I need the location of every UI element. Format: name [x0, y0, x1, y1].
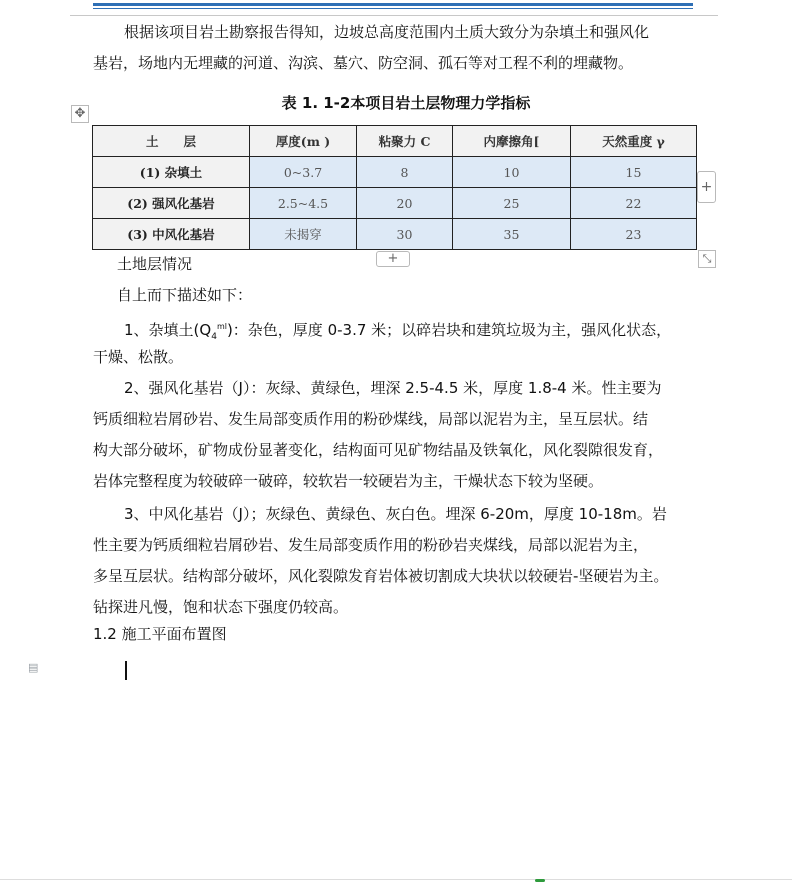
cell-weight[interactable]: 23: [571, 219, 697, 250]
item-2-line-2: 钙质细粒岩屑砂岩、发生局部变质作用的粉砂煤线，局部以泥岩为主，呈互层状。结: [93, 410, 649, 428]
header-unit-weight[interactable]: 天然重度 γ: [571, 126, 697, 157]
page-bottom-edge: [0, 879, 792, 880]
header-rule-thick: [93, 3, 693, 6]
cell-friction[interactable]: 35: [453, 219, 571, 250]
item-3-line-1: 3、中风化基岩（J）；灰绿色、黄绿色、灰白色。埋深 6-20m，厚度 10-18m。岩: [124, 505, 667, 523]
cell-thickness[interactable]: 未揭穿: [250, 219, 357, 250]
item-2-line-4: 岩体完整程度为较破碎一破碎，较软岩一较硬岩为主，干燥状态下较为坚硬。: [93, 472, 604, 490]
cell-layer-name[interactable]: (3) 中风化基岩: [93, 219, 250, 250]
table-row: [93, 219, 697, 250]
item-3-line-4: 钻探进凡慢，饱和状态下强度仍较高。: [93, 598, 349, 616]
item-3-line-3: 多呈互层状。结构部分破坏，风化裂隙发育岩体被切割成大块状以较硬岩-坚硬岩为主。: [93, 567, 669, 585]
soil-layer-heading: 土地层情况: [117, 255, 193, 273]
cell-weight[interactable]: 15: [571, 157, 697, 188]
item-1-text: )：杂色，厚度 0-3.7 米；以碎岩块和建筑垃圾为主，强风化状态，: [226, 321, 672, 339]
item-3-line-2: 性主要为钙质细粒岩屑砂岩、发生局部变质作用的粉砂岩夹煤线，局部以泥岩为主，: [93, 536, 649, 554]
page-margin-line: [70, 15, 718, 16]
cell-layer-name[interactable]: (2) 强风化基岩: [93, 188, 250, 219]
item-2-line-3: 构大部分破坏，矿物成份显著变化，结构面可见矿物结晶及铁氧化，风化裂隙很发育，: [93, 441, 664, 459]
item-1-sub: 4: [211, 332, 217, 342]
cell-thickness[interactable]: 2.5~4.5: [250, 188, 357, 219]
cell-friction[interactable]: 10: [453, 157, 571, 188]
item-2-line-1: 2、强风化基岩（J）：灰绿、黄绿色，埋深 2.5-4.5 米，厚度 1.8-4 米。性主要为: [124, 379, 662, 397]
status-indicator: [535, 879, 545, 882]
cell-thickness[interactable]: 0~3.7: [250, 157, 357, 188]
text-cursor: [125, 661, 127, 680]
table-caption: 表 1. 1-2本项目岩土层物理力学指标: [281, 94, 531, 112]
add-row-button[interactable]: +: [376, 251, 410, 267]
item-1-line-2: 干燥、松散。: [93, 348, 184, 366]
cell-cohesion[interactable]: 20: [357, 188, 453, 219]
cell-layer-name[interactable]: (1) 杂填土: [93, 157, 250, 188]
description-intro: 自上而下描述如下：: [117, 286, 253, 304]
paragraph-options-icon[interactable]: ▤: [28, 661, 39, 674]
cell-cohesion[interactable]: 30: [357, 219, 453, 250]
soil-properties-table: [92, 125, 697, 250]
section-heading: 1.2 施工平面布置图: [93, 625, 227, 643]
table-row: [93, 157, 697, 188]
table-resize-icon[interactable]: ⤡: [698, 250, 716, 268]
header-friction-angle[interactable]: 内摩擦角[: [453, 126, 571, 157]
header-thickness[interactable]: 厚度(m ): [250, 126, 357, 157]
intro-line-2: 基岩，场地内无埋藏的河道、沟滨、墓穴、防空洞、孤石等对工程不利的埋藏物。: [93, 54, 634, 72]
intro-line-1: 根据该项目岩土勘察报告得知，边坡总高度范围内土质大致分为杂填土和强风化: [124, 23, 650, 41]
cell-friction[interactable]: 25: [453, 188, 571, 219]
header-cohesion[interactable]: 粘聚力 C: [357, 126, 453, 157]
table-header-row: [93, 126, 697, 157]
cell-weight[interactable]: 22: [571, 188, 697, 219]
header-rule-thin: [93, 8, 693, 9]
header-soil-layer[interactable]: 土 层: [93, 126, 250, 157]
cell-cohesion[interactable]: 8: [357, 157, 453, 188]
item-1-sup: ml: [216, 322, 227, 331]
add-column-button[interactable]: +: [697, 171, 716, 203]
item-1-label: 1、杂填土(Q: [124, 321, 212, 339]
table-move-icon[interactable]: ✥: [71, 105, 89, 123]
table-row: [93, 188, 697, 219]
